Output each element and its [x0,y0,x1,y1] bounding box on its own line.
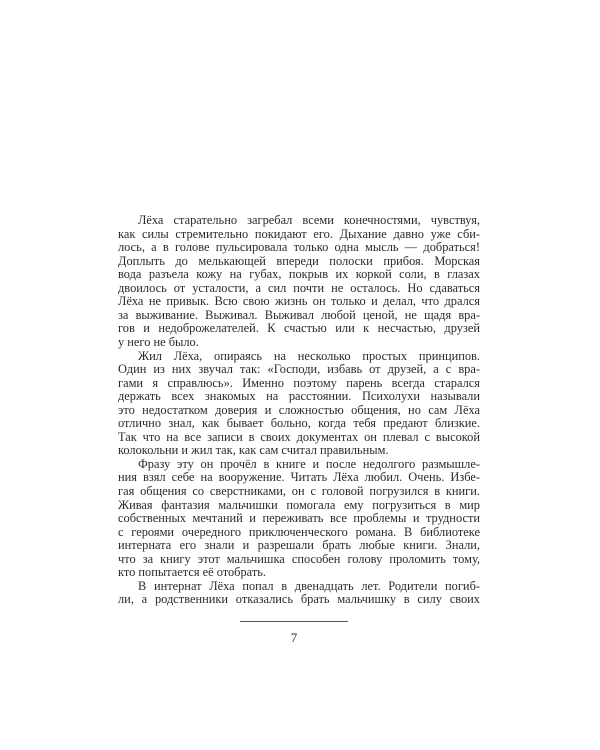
text-line: гов и недоброжелателей. К счастью или к несчастью, друзей [118,321,480,336]
text-line: Жил Лёха, опираясь на несколько простых принципов. [138,348,480,363]
text-line: двоилось от усталости, а сил почти не осталось. Но сдаваться [118,280,480,295]
page-number: 7 [290,630,298,645]
text-line: с героями очередного приключенческого романа. В библиотеке [118,524,480,539]
text-line: Один из них звучал так: «Господи, избавь от друзей, а с вра- [118,362,480,377]
text-line: кто попытается её отобрать. [118,565,267,580]
text-line: ли, а родственники отказались брать мальчишку в силу своих [118,592,480,607]
text-line: держать всех знакомых на расстоянии. Психолухи называли [118,389,480,404]
text-line: В интернат Лёха попал в двенадцать лет. Родители погиб- [138,578,480,593]
text-line: что за книгу этот мальчишка способен голову проломить тому, [118,551,480,566]
text-line: Лёха старательно загребал всеми конечностями, чувствуя, [138,213,480,227]
text-line: лось, а в голове пульсировала только одна мысль — добраться! [118,240,480,255]
text-line: у него не было. [118,334,199,349]
text-line: Фразу эту он прочёл в книге и после недолгого размышле- [138,456,480,471]
footer-rule [240,621,348,622]
text-line: собственных мечтаний и переживать все проблемы и трудности [118,511,480,526]
text-line: вода разъела кожу на губах, покрыв их коркой соли, в глазах [118,267,480,282]
text-line: за выживание. Выживал. Выживал любой ценой, не щадя вра- [118,307,480,322]
text-line: гая общения со сверстниками, он с головой погрузился в книги. [118,484,480,498]
text-line: гами я справлюсь». Именно поэтому парень всегда старался [118,375,480,390]
text-line: Доплыть до мелькающей впереди полоски прибоя. Морская [118,253,480,268]
text-line: колокольни и жил так, как сам считал правильным. [118,443,389,458]
text-line: Живая фантазия мальчишки помогала ему погрузиться в мир [118,497,480,512]
text-line: Лёха не привык. Всю свою жизнь он только и делал, что дрался [118,294,480,309]
text-line: интерната его знали и разрешали брать любые книги. Знали, [118,538,480,553]
text-line: Так что на все записи в своих документах он плевал с высокой [118,429,480,444]
text-line: отлично знал, как бывает больно, когда тебя предают близкие. [118,416,480,431]
text-line: как силы стремительно покидают его. Дыхание давно уже сби- [118,226,480,241]
text-line: ния взял себе на вооружение. Читать Лёха любил. Очень. Избе- [118,470,480,485]
text-line: это недостатком доверия и сложностью общения, но сам Лёха [118,402,480,417]
